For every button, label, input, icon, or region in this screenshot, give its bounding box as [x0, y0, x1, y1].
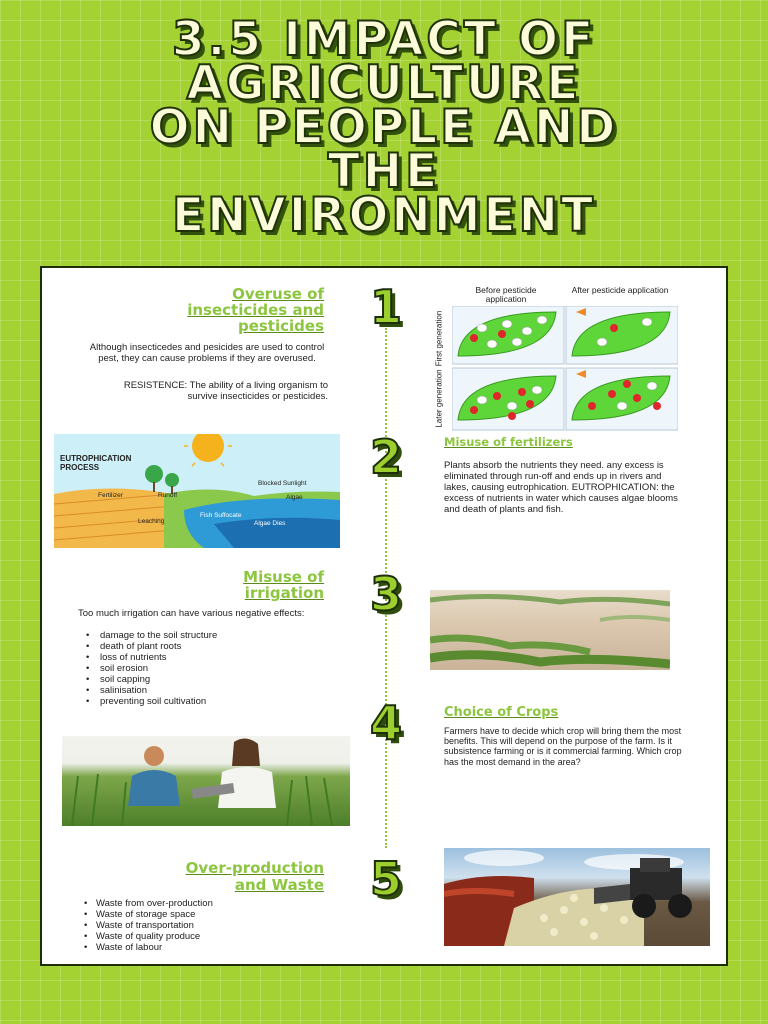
section-3-heading-line: Misuse of: [243, 568, 324, 586]
irrigation-field-svg: [430, 590, 670, 670]
section-4-text: Farmers have to decide which crop will bring them the most benefits. This will depend on the purpose of the farm. Is it subsistence farming or is it commercial farming. Which crop has the most demand in the area?: [444, 726, 682, 767]
waste-photo: [444, 848, 710, 946]
section-number-3: 3: [369, 567, 402, 621]
farmers-photo: [62, 736, 350, 826]
section-5-heading-line: and Waste: [234, 876, 324, 894]
section-2-text: Plants absorb the nutrients they need. any excess is eliminated through run-off and ends up in rivers and lakes, causing eutrophication. EUTROPHICATION: the excess of nutrients in water which causes algae blooms and death of plants and fish.: [444, 460, 678, 515]
section-5-heading: [82, 860, 324, 894]
list-item: • soil capping: [78, 674, 338, 685]
diagram-title-line: EUTROPHICATION: [60, 454, 132, 463]
section-1-heading-line: Overuse of: [232, 285, 324, 303]
section-5-list: [80, 898, 330, 953]
list-item: • Waste of transportation: [80, 920, 330, 931]
section-number-4: 4: [369, 696, 402, 750]
list-item: • Waste of quality produce: [80, 931, 330, 942]
diagram-col-before-label: Before pesticide application: [475, 285, 537, 304]
section-3-list: [78, 630, 338, 707]
diagram-title: [60, 454, 131, 472]
waste-photo-svg: [444, 848, 710, 946]
section-number-2: 2: [369, 430, 402, 484]
list-item: • Waste of storage space: [80, 909, 330, 920]
section-number-5: 5: [369, 852, 402, 906]
diagram-title-line: PROCESS: [60, 463, 100, 472]
section-1-heading-line: pesticides: [237, 317, 324, 335]
label-blocked-sunlight: Blocked Sunlight: [258, 480, 307, 487]
section-number-1: 1: [369, 280, 402, 334]
section-3-intro: Too much irrigation can have various negative effects:: [78, 608, 305, 619]
section-1-heading-line: insecticides and: [187, 301, 324, 319]
section-1-paragraph-2: RESISTENCE: The ability of a living organism to survive insecticides or pesticides.: [123, 380, 328, 402]
title-line-5: ENVIRONMENT: [171, 188, 597, 243]
pesticide-leaves-svg: [452, 306, 678, 432]
list-item: • death of plant roots: [78, 641, 338, 652]
irrigation-field-image: [430, 590, 670, 670]
section-3-heading: [162, 569, 324, 601]
section-1-heading: [82, 286, 324, 334]
list-item: • preventing soil cultivation: [78, 696, 338, 707]
title-line-4: THE: [327, 144, 441, 199]
section-3-heading-line: irrigation: [244, 584, 324, 602]
title-line-1: 3.5 IMPACT OF: [171, 12, 597, 67]
label-fish-suffocate: Fish Suffocate: [200, 512, 242, 519]
section-4-heading: Choice of Crops: [444, 705, 559, 720]
page-title: [0, 12, 768, 243]
diagram-col-after-label: After pesticide application: [571, 285, 669, 295]
label-algae-dies: Algae Dies: [254, 520, 286, 527]
list-item: • soil erosion: [78, 663, 338, 674]
label-runoff: Runoff: [158, 492, 178, 499]
section-2-heading: Misuse of fertilizers: [444, 435, 573, 449]
eutrophication-svg: [54, 434, 340, 548]
diagram-row-later-label: Later generation: [434, 369, 444, 428]
section-1-paragraph-1: Although insecticedes and pesicides are used to control pest, they can cause problems if they are overused.: [89, 342, 325, 364]
label-leaching: Leaching: [138, 518, 165, 525]
farmers-photo-svg: [62, 736, 350, 826]
title-line-3: ON PEOPLE AND: [149, 100, 619, 155]
content-panel: [40, 266, 728, 966]
eutrophication-diagram: [54, 434, 340, 548]
diagram-row-first-label: First generation: [434, 310, 444, 367]
list-item: • loss of nutrients: [78, 652, 338, 663]
list-item: • Waste from over-production: [80, 898, 330, 909]
list-item: • salinisation: [78, 685, 338, 696]
section-5-heading-line: Over-production: [185, 859, 324, 877]
label-algae: Algae: [286, 494, 303, 501]
title-line-2: AGRICULTURE: [186, 56, 582, 111]
label-fertilizer: Fertilizer: [98, 492, 123, 499]
pesticide-diagram: [430, 286, 678, 432]
list-item: • damage to the soil structure: [78, 630, 338, 641]
list-item: • Waste of labour: [80, 942, 330, 953]
